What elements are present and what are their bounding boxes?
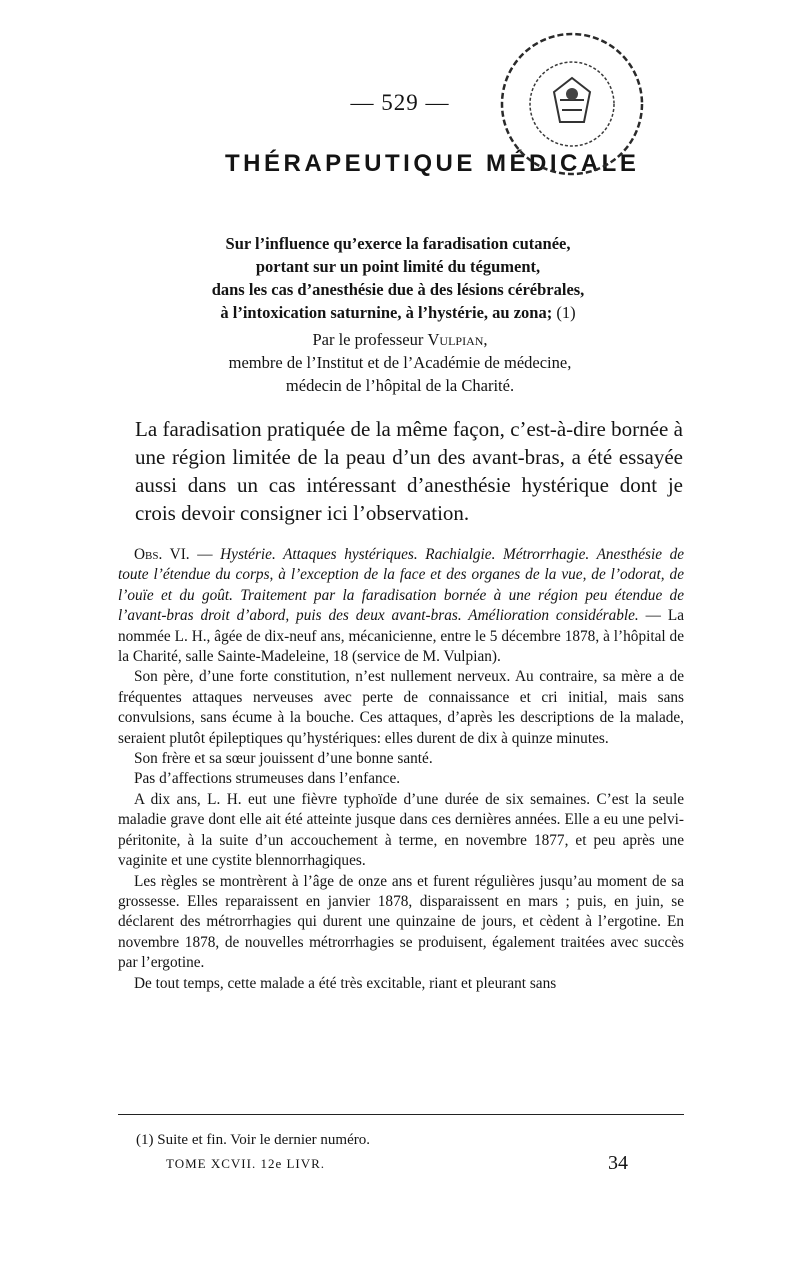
tome-label: TOME XCVII. 12e LIVR. bbox=[166, 1156, 326, 1171]
observation-intro: — La nommée L. H., âgée de dix-neuf ans, mécanicienne, entre le 5 décembre 1878, à l’hôpital de la Charité, salle Sainte-Madeleine, 18 (service de M. Vulpian). bbox=[118, 607, 684, 666]
body-paragraph: De tout temps, cette malade a été très excitable, riant et pleurant sans bbox=[134, 974, 557, 992]
title-line-4 bbox=[108, 301, 688, 324]
author-affiliation-1: membre de l’Institut et de l’Académie de médecine, bbox=[228, 353, 572, 372]
body-paragraph: A dix ans, L. H. eut une fièvre typhoïde d’une durée de six semaines. C’est la seule maladie grave dont elle ait été atteinte jusque dans ces dernières années. Elle a eu une pelvi-péritonite, à la suite d’un accouchement à terme, en novembre 1877, et peu après une vaginite et une cystite blennorrhagiques. bbox=[118, 790, 684, 870]
observation-heading-paragraph bbox=[118, 545, 684, 667]
library-stamp-seal bbox=[498, 30, 646, 178]
body-paragraph: Pas d’affections strumeuses dans l’enfance. bbox=[134, 770, 401, 788]
observation-summary: Hystérie. Attaques hystériques. Rachialgie. Métrorrhagie. Anesthésie de toute l’étendue du corps, à l’exception de la face et des organes de la vue, de l’odorat, de l’ouïe et du goût. Traitement par la faradisation bornée à une région peu étendue de l’avant-bras droit d’abord, puis des deux avant-bras. Amélioration considérable. bbox=[118, 546, 685, 625]
body-paragraph: Les règles se montrèrent à l’âge de onze ans et furent régulières jusqu’au moment de sa grossesse. Elles reparaissent en janvier 1878, disparaissent en mars ; puis, en juin, se déclarent des métrorrhagies qui durent une quinzaine de jours, et cèdent à l’ergotine. En novembre 1878, de nouvelles métrorrhagies se produisent, également traitées avec succès par l’ergotine. bbox=[118, 872, 684, 972]
footnote-divider bbox=[118, 1114, 684, 1115]
author-affiliation-2: médecin de l’hôpital de la Charité. bbox=[285, 376, 515, 395]
author-byline bbox=[130, 328, 670, 397]
title-line-2: portant sur un point limité du tégument, bbox=[255, 257, 541, 276]
body-paragraph: Son père, d’une forte constitution, n’est nullement nerveux. Au contraire, sa mère a de fréquentes attaques nerveuses avec perte de connaissance et cri initial, mais sans convulsions, sans écume à la bouche. Ces attaques, d’après les descriptions de la malade, seraient plutôt épileptiques qu’hystériques: elles durent de dix à quinze minutes. bbox=[118, 668, 684, 747]
observation-text bbox=[118, 545, 684, 994]
page-number: — 529 — bbox=[350, 90, 450, 115]
body-paragraph: Son frère et sa sœur jouissent d’une bonne santé. bbox=[134, 750, 433, 768]
title-line-1: Sur l’influence qu’exerce la faradisation cutanée, bbox=[225, 234, 571, 253]
intro-paragraph: La faradisation pratiquée de la même façon, c’est-à-dire bornée à une région limitée de la peau d’un des avant-bras, a été essayée aussi dans un cas intéressant d’anesthésie hystérique dont je crois devoir consigner ici l’observation. bbox=[135, 417, 683, 525]
author-line bbox=[130, 328, 670, 351]
author-name: Vulpian, bbox=[427, 330, 488, 349]
author-prefix: Par le professeur bbox=[312, 330, 424, 349]
title-line-3: dans les cas d’anesthésie due à des lésions cérébrales, bbox=[211, 280, 585, 299]
footnote-reference: (1) bbox=[556, 303, 576, 322]
signature-number: 34 bbox=[608, 1152, 628, 1174]
observation-label: Obs. VI. — bbox=[134, 546, 213, 563]
title-line-4-text: à l’intoxication saturnine, à l’hystérie, au zona; bbox=[220, 303, 553, 322]
footnote: (1) Suite et fin. Voir le dernier numéro. bbox=[136, 1132, 370, 1148]
folio-line bbox=[166, 1152, 628, 1174]
article-title bbox=[108, 232, 688, 324]
section-title: THÉRAPEUTIQUE MÉDICALE bbox=[225, 150, 640, 177]
